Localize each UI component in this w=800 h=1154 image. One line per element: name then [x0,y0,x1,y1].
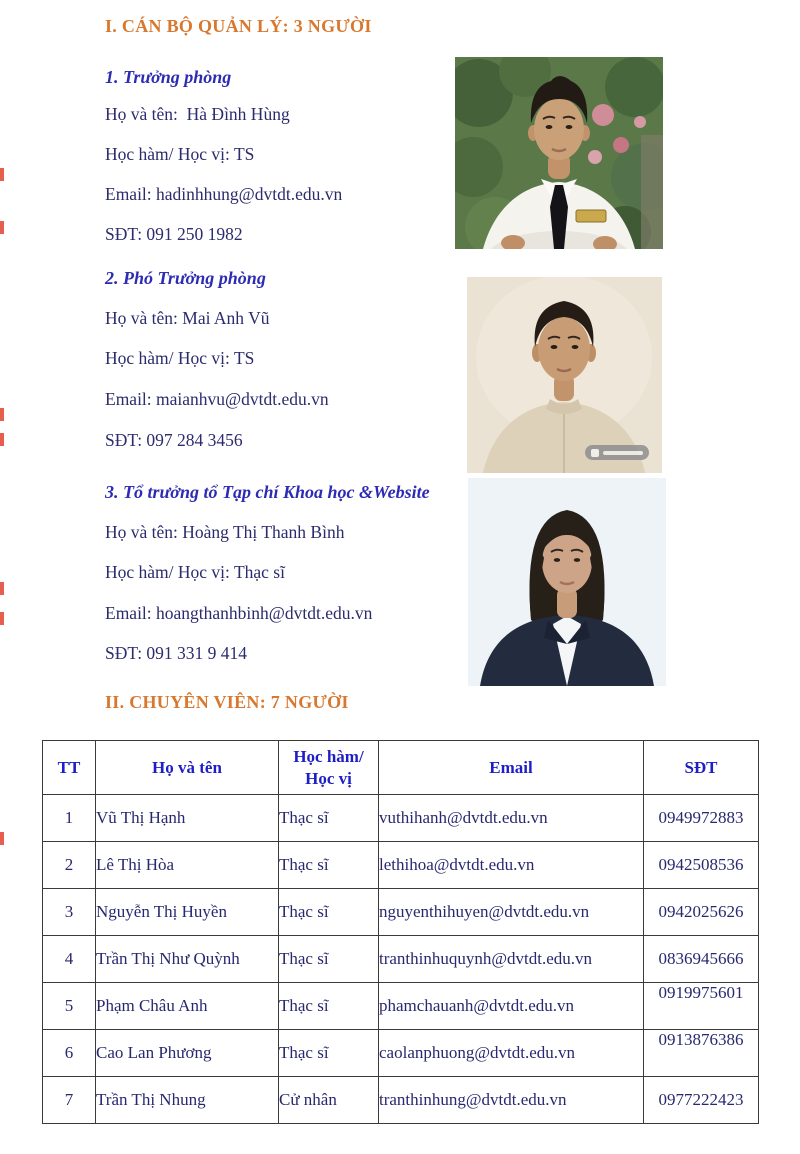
cell-email: tranthinhuquynh@dvtdt.edu.vn [379,936,644,983]
cell-phone: 0836945666 [644,936,759,983]
col-header-phone: SĐT [644,741,759,795]
table-row [43,795,759,842]
cell-email: vuthihanh@dvtdt.edu.vn [379,795,644,842]
col-header-degree-line2: Học vị [305,768,352,788]
cell-email: tranthinhung@dvtdt.edu.vn [379,1077,644,1124]
cell-email: lethihoa@dvtdt.edu.vn [379,842,644,889]
cell-email: caolanphuong@dvtdt.edu.vn [379,1030,644,1077]
left-edge-red-artifact [0,832,4,845]
cell-degree: Thạc sĩ [279,889,379,936]
manager1-phone: SĐT: 091 250 1982 [105,224,243,244]
table-row [43,842,759,889]
cell-phone: 0942025626 [644,889,759,936]
manager3-name: Họ và tên: Hoàng Thị Thanh Bình [105,522,345,542]
cell-name: Nguyễn Thị Huyền [96,889,279,936]
cell-degree: Thạc sĩ [279,936,379,983]
photoroom-watermark [585,445,649,460]
cell-name: Trần Thị Nhung [96,1077,279,1124]
cell-phone: 0919975601 [644,983,759,1030]
cell-phone: 0913876386 [644,1030,759,1077]
table-header-row [43,741,759,795]
manager2-phone: SĐT: 097 284 3456 [105,430,243,450]
manager3-phone: SĐT: 091 331 9 414 [105,643,248,663]
cell-tt: 5 [43,983,96,1030]
cell-tt: 4 [43,936,96,983]
section-title-managers: I. CÁN BỘ QUẢN LÝ: 3 NGƯỜI [105,16,372,36]
manager2-degree: Học hàm/ Học vị: TS [105,348,255,368]
manager1-name: Họ và tên: Hà Đình Hùng [105,104,290,124]
portrait-man-cream-illustration [467,277,662,473]
cell-name: Lê Thị Hòa [96,842,279,889]
left-edge-red-artifact [0,612,4,625]
cell-tt: 3 [43,889,96,936]
section-title-specialists: II. CHUYÊN VIÊN: 7 NGƯỜI [105,692,349,712]
table-row [43,1077,759,1124]
left-edge-red-artifact [0,433,4,446]
left-edge-red-artifact [0,221,4,234]
left-edge-red-artifact [0,168,4,181]
table-row [43,936,759,983]
col-header-degree [279,741,379,795]
cell-name: Trần Thị Như Quỳnh [96,936,279,983]
cell-tt: 2 [43,842,96,889]
manager1-role: 1. Trưởng phòng [105,67,232,87]
specialists-table [42,740,759,1124]
cell-email: nguyenthihuyen@dvtdt.edu.vn [379,889,644,936]
manager2-email: Email: maianhvu@dvtdt.edu.vn [105,389,329,409]
table-row [43,1030,759,1077]
cell-phone: 0942508536 [644,842,759,889]
manager1-photo [455,57,663,249]
cell-degree: Cử nhân [279,1077,379,1124]
cell-name: Vũ Thị Hạnh [96,795,279,842]
cell-tt: 7 [43,1077,96,1124]
col-header-tt: TT [43,741,96,795]
cell-degree: Thạc sĩ [279,1030,379,1077]
cell-degree: Thạc sĩ [279,795,379,842]
col-header-email: Email [379,741,644,795]
left-edge-red-artifact [0,582,4,595]
left-edge-red-artifact [0,408,4,421]
cell-phone: 0949972883 [644,795,759,842]
cell-name: Cao Lan Phương [96,1030,279,1077]
manager3-role: 3. Tổ trưởng tổ Tạp chí Khoa học &Website [105,482,430,502]
cell-degree: Thạc sĩ [279,983,379,1030]
manager3-photo [468,478,666,686]
manager1-degree: Học hàm/ Học vị: TS [105,144,255,164]
table-row [43,889,759,936]
cell-phone: 0977222423 [644,1077,759,1124]
manager3-email: Email: hoangthanhbinh@dvtdt.edu.vn [105,603,373,623]
cell-tt: 6 [43,1030,96,1077]
table-row [43,983,759,1030]
manager1-email: Email: hadinhhung@dvtdt.edu.vn [105,184,343,204]
cell-tt: 1 [43,795,96,842]
manager3-degree: Học hàm/ Học vị: Thạc sĩ [105,562,285,582]
cell-name: Phạm Châu Anh [96,983,279,1030]
manager2-role: 2. Phó Trưởng phòng [105,268,266,288]
portrait-man-garden-illustration [455,57,663,249]
col-header-degree-line1: Học hàm/ [293,747,364,767]
cell-degree: Thạc sĩ [279,842,379,889]
manager2-photo [467,277,662,473]
manager2-name: Họ và tên: Mai Anh Vũ [105,308,270,328]
col-header-name: Họ và tên [96,741,279,795]
cell-email: phamchauanh@dvtdt.edu.vn [379,983,644,1030]
portrait-woman-suit-illustration [468,478,666,686]
